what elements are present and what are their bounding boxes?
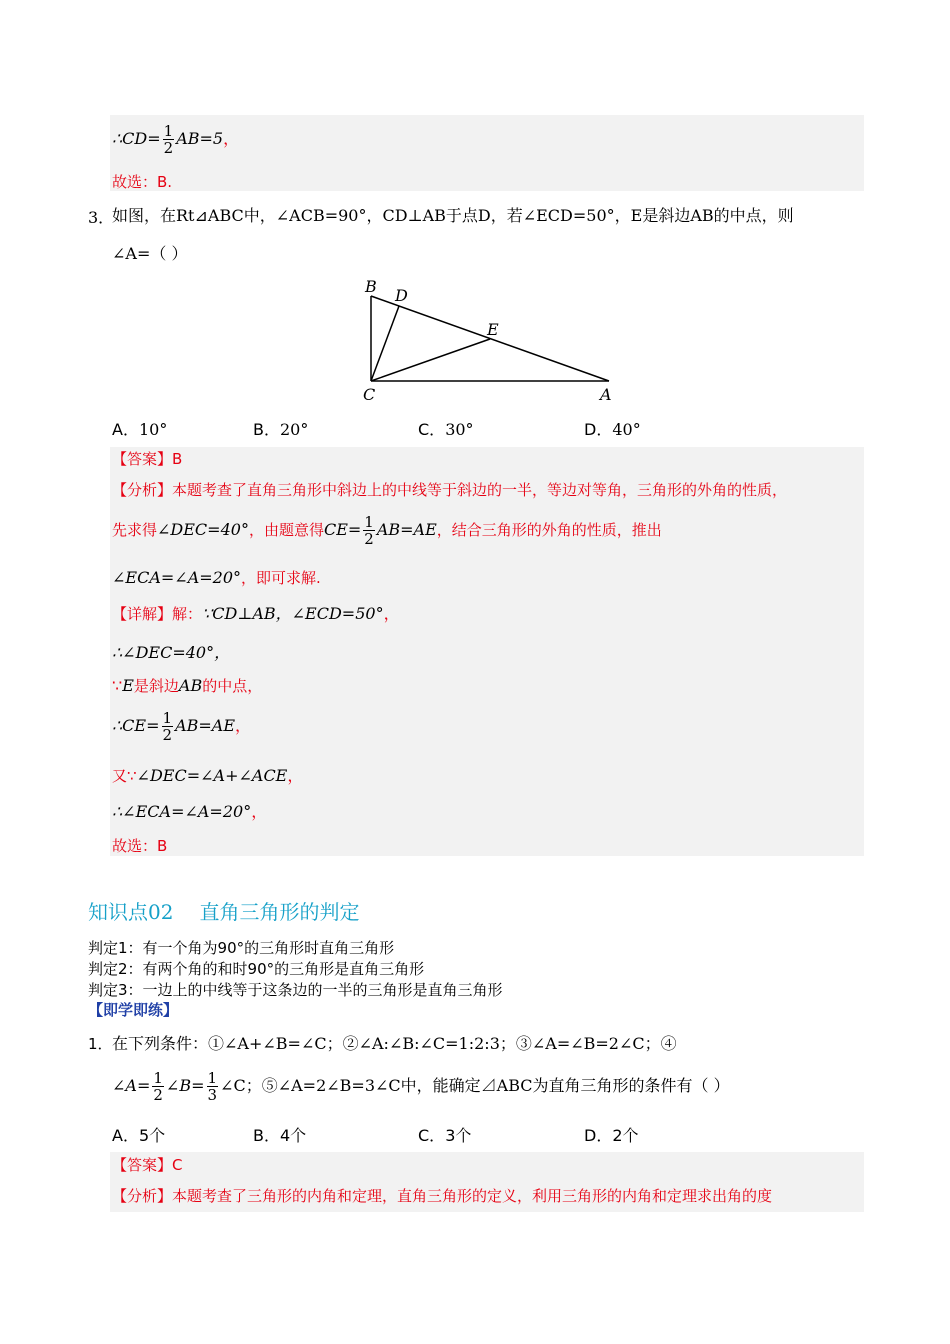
q3-option-b: B．20° xyxy=(253,420,309,439)
q3-analysis-line2: 先求得∠DEC=40°，由题意得CE= $\frac{1}{2}$ AB=AE，结合三角形的外角的性质，推出 xyxy=(112,513,662,548)
prev-solution-formula: ∴CD= $\frac{1}{2}$ AB=5， xyxy=(112,122,240,157)
q3-detail-line6: ∴∠ECA=∠A=20°， xyxy=(112,802,268,821)
q3-text-line2: ∠A=（ ） xyxy=(112,244,188,263)
label-A: A xyxy=(600,385,612,404)
q3-number: 3． xyxy=(88,208,115,227)
q3-choice: 故选：B xyxy=(112,837,168,855)
prev-solution-choice: 故选：B. xyxy=(112,173,173,191)
q1-option-d: D．2个 xyxy=(584,1126,639,1145)
q1-option-c: C．3个 xyxy=(418,1126,472,1145)
q1-answer: 【答案】C xyxy=(112,1156,183,1174)
q3-option-a: A．10° xyxy=(112,420,168,439)
rule-3: 判定3：一边上的中线等于这条边的一半的三角形是直角三角形 xyxy=(88,981,503,999)
triangle-diagram xyxy=(355,275,625,405)
label-C: C xyxy=(363,385,376,404)
q3-answer: 【答案】B xyxy=(112,450,183,468)
section-title: 知识点02 直角三角形的判定 xyxy=(88,900,360,924)
q1-text-line2: ∠A= $\frac{1}{2}$ ∠B= $\frac{1}{3}$ ∠C；⑤∠A=2∠B=3∠C中，能确定⊿ABC为直角三角形的条件有（ ） xyxy=(112,1069,730,1104)
q3-detail-line1: 【详解】解：∵CD⊥AB，∠ECD=50°， xyxy=(112,604,400,623)
label-D: D xyxy=(395,286,408,305)
segment-CD xyxy=(371,306,399,381)
q3-analysis-line1: 【分析】本题考查了直角三角形中斜边上的中线等于斜边的一半，等边对等角，三角形的外角的性质， xyxy=(112,481,788,499)
q3-option-d: D．40° xyxy=(584,420,641,439)
fraction-one-half: $\frac{1}{2}$ xyxy=(153,1069,163,1104)
label-B: B xyxy=(365,277,377,296)
rule-1: 判定1：有一个角为90°的三角形时直角三角形 xyxy=(88,939,395,957)
q1-text-line1: 在下列条件：①∠A+∠B=∠C；②∠A:∠B:∠C=1:2:3；③∠A=∠B=2∠C；④ xyxy=(112,1034,677,1053)
q3-detail-line2: ∴∠DEC=40°， xyxy=(112,643,231,662)
q3-text-line1: 如图，在Rt⊿ABC中，∠ACB=90°，CD⊥AB于点D，若∠ECD=50°，E是斜边AB的中点，则 xyxy=(112,206,794,225)
label-E: E xyxy=(487,320,499,339)
q3-analysis-line3: ∠ECA=∠A=20°，即可求解. xyxy=(112,568,321,587)
q1-analysis-line1: 【分析】本题考查了三角形的内角和定理，直角三角形的定义，利用三角形的内角和定理求出角的度 xyxy=(112,1187,773,1205)
q1-number: 1． xyxy=(88,1035,113,1053)
rule-2: 判定2：有两个角的和时90°的三角形是直角三角形 xyxy=(88,960,425,978)
q3-detail-line4: ∴CE= $\frac{1}{2}$ AB=AE， xyxy=(112,709,252,744)
fraction-half: $\frac{1}{2}$ xyxy=(162,709,173,744)
q1-option-a: A．5个 xyxy=(112,1126,166,1145)
fraction-one-third: $\frac{1}{3}$ xyxy=(207,1069,218,1104)
q3-detail-line5: 又∵∠DEC=∠A+∠ACE， xyxy=(112,766,304,785)
q3-detail-line3: ∵E是斜边AB的中点， xyxy=(112,676,263,695)
fraction-half: $\frac{1}{2}$ xyxy=(364,513,374,548)
segment-CE xyxy=(371,339,490,381)
practice-heading: 【即学即练】 xyxy=(88,1001,179,1019)
fraction-half: $\frac{1}{2}$ xyxy=(163,122,174,157)
q3-option-c: C．30° xyxy=(418,420,474,439)
q1-option-b: B．4个 xyxy=(253,1126,307,1145)
